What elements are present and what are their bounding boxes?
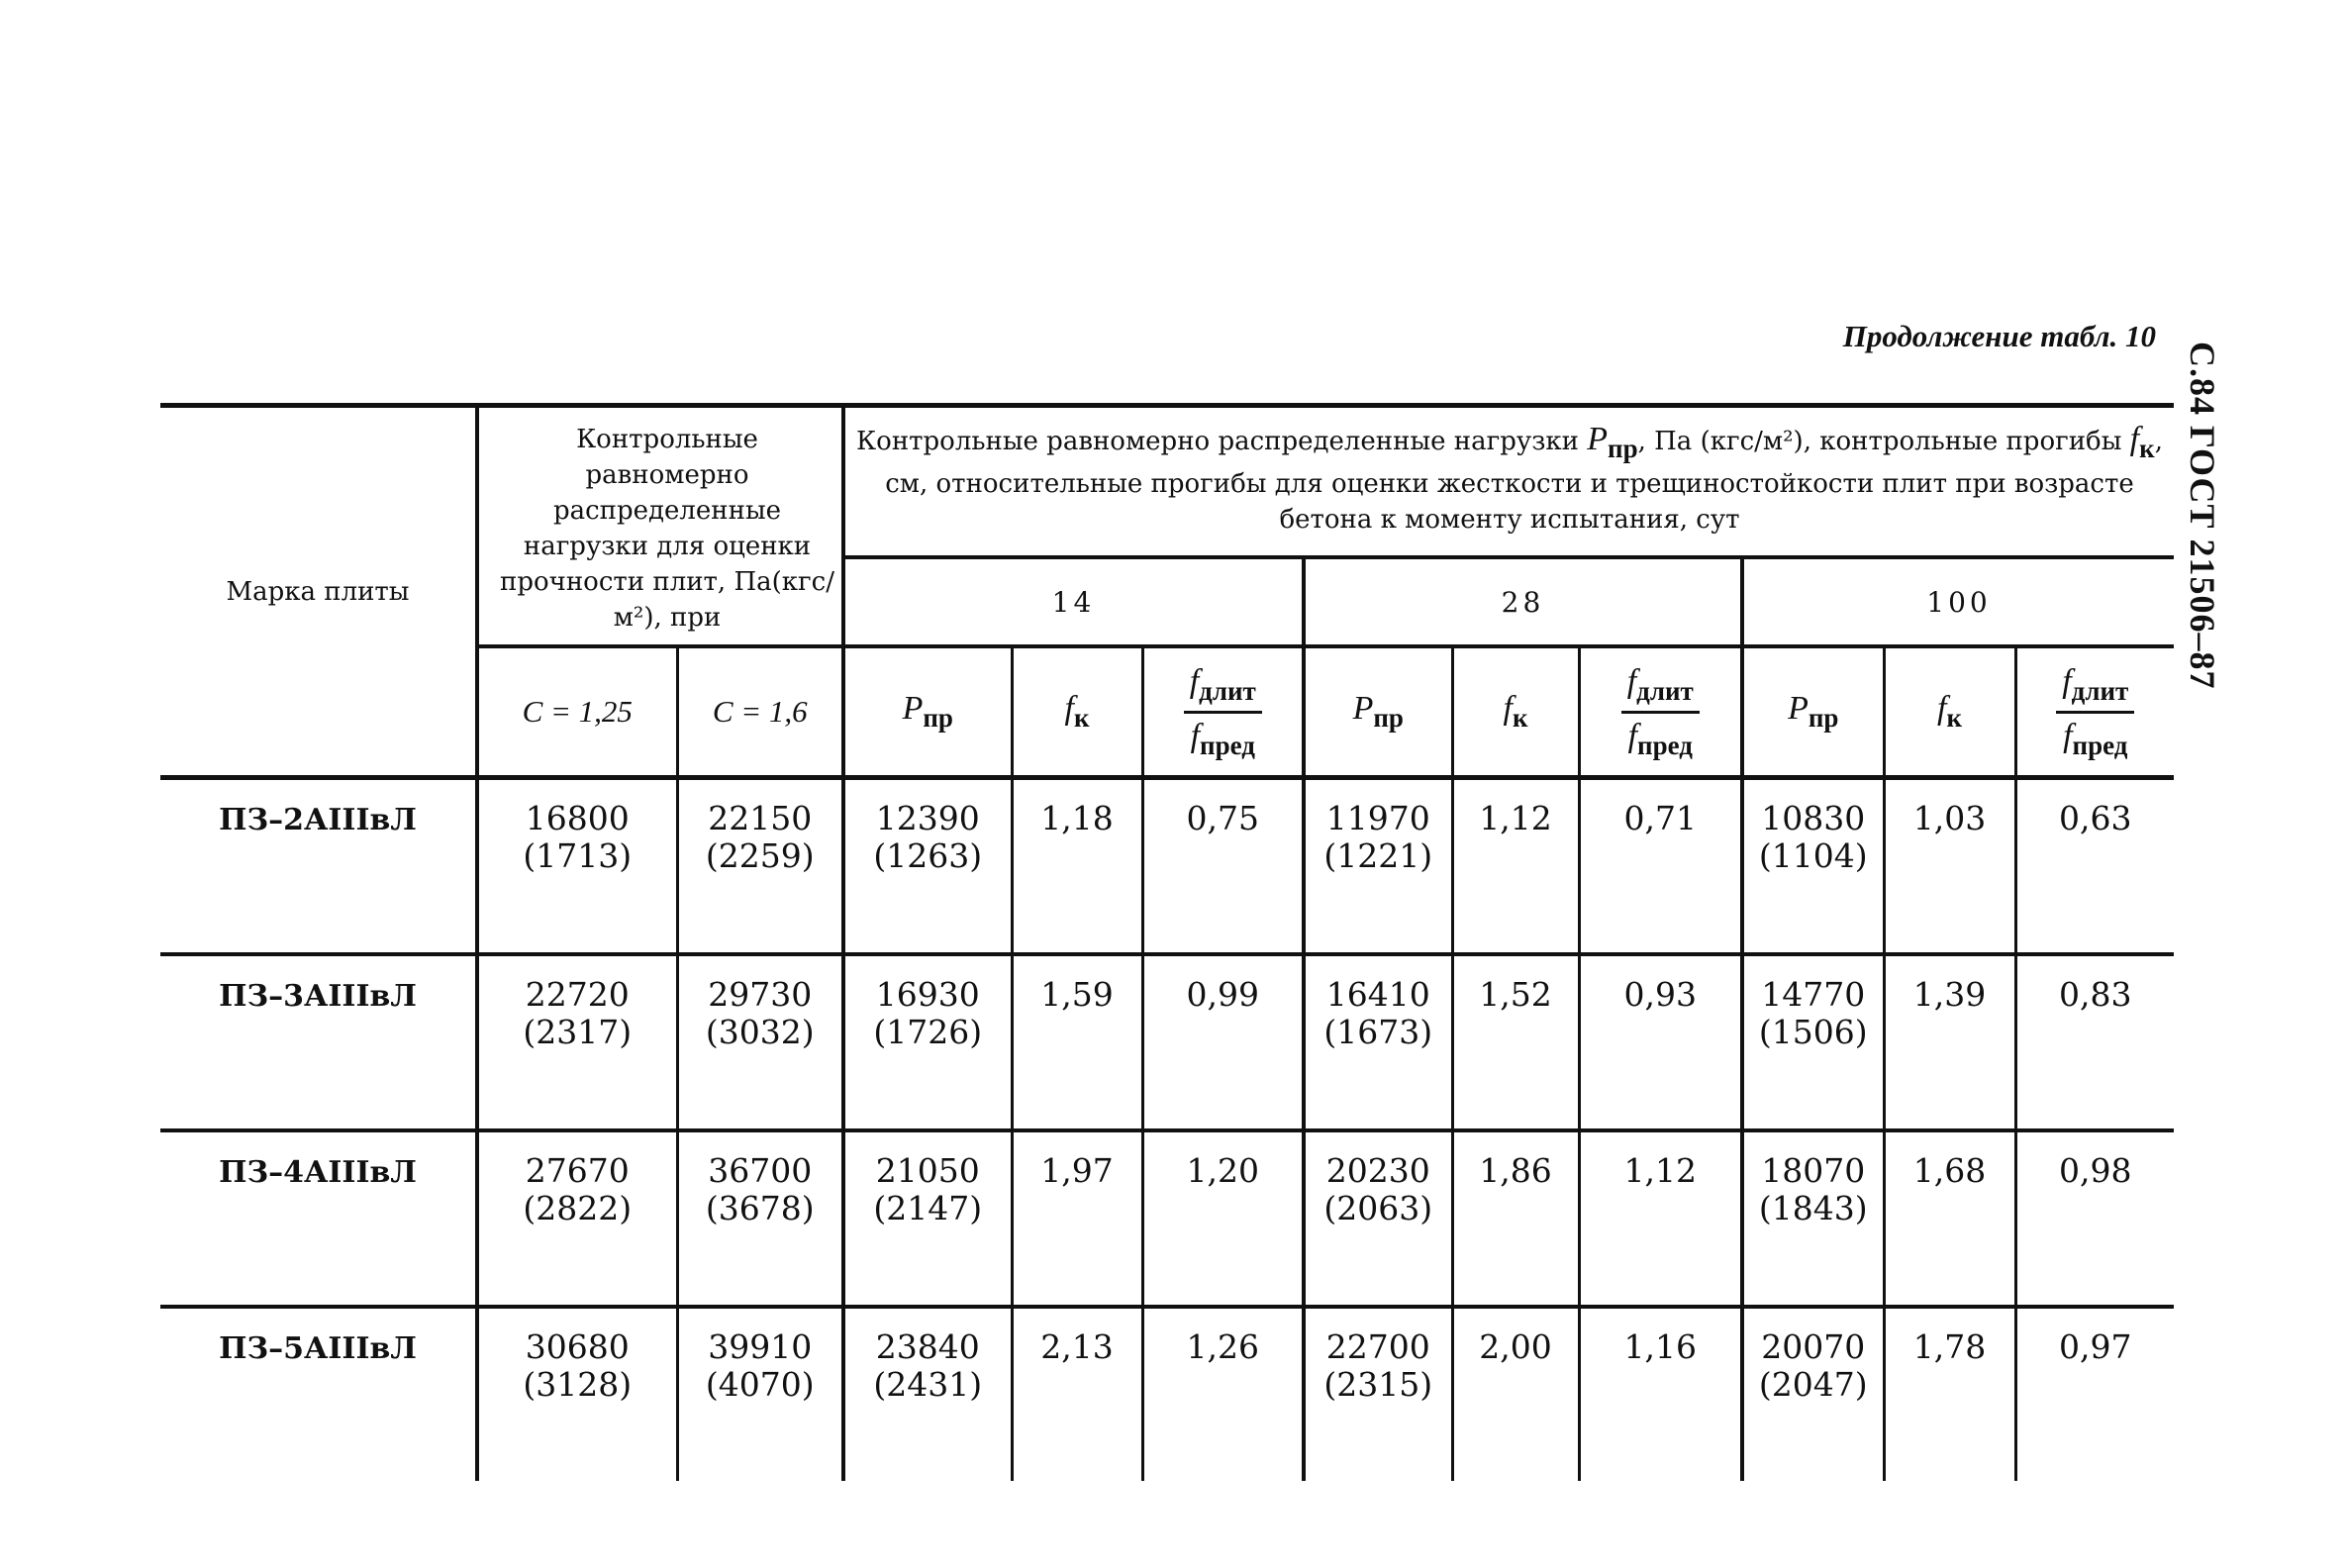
- row-r100: 0,83: [2015, 954, 2174, 1130]
- table-row: [160, 1307, 2174, 1481]
- row-f28: 2,00: [1452, 1307, 1579, 1481]
- row-p14: 23840 (2431): [843, 1307, 1012, 1481]
- header-f-28: $f_к$: [1452, 646, 1579, 778]
- row-f28: 1,12: [1452, 778, 1579, 955]
- table-row: [160, 1130, 2174, 1307]
- row-r28: 0,93: [1579, 954, 1742, 1130]
- table-row: [160, 778, 2174, 955]
- page-running-header: С.84 ГОСТ 21506–87: [2183, 342, 2222, 690]
- row-f100: 1,68: [1884, 1130, 2015, 1307]
- header-control-text-2: , Па (кгс/м²), контрольные прогибы: [1637, 427, 2122, 456]
- row-f28: 1,86: [1452, 1130, 1579, 1307]
- row-f14: 1,18: [1012, 778, 1142, 955]
- header-age-28: 28: [1304, 557, 1742, 646]
- row-p28: 11970 (1221): [1304, 778, 1452, 955]
- row-p100: 20070 (2047): [1742, 1307, 1884, 1481]
- row-p14: 21050 (2147): [843, 1130, 1012, 1307]
- header-f-symbol: $f_к$: [2129, 421, 2155, 463]
- row-p100: 10830 (1104): [1742, 778, 1884, 955]
- header-c-125: C = 1,25: [477, 646, 677, 778]
- row-f100: 1,39: [1884, 954, 2015, 1130]
- row-r14: 0,75: [1142, 778, 1304, 955]
- row-brand: ПЗ–5АIIIвЛ: [160, 1307, 477, 1481]
- header-c-16: C = 1,6: [677, 646, 843, 778]
- row-p100: 14770 (1506): [1742, 954, 1884, 1130]
- row-p28: 20230 (2063): [1304, 1130, 1452, 1307]
- header-control-loads: [843, 408, 2174, 557]
- header-p-symbol: $P_{пр}$: [1587, 421, 1638, 463]
- row-c16: 36700 (3678): [677, 1130, 843, 1307]
- row-brand: ПЗ–4АIIIвЛ: [160, 1130, 477, 1307]
- header-control-text-1: Контрольные равномерно распределенные нагрузки: [856, 427, 1579, 456]
- row-r28: 1,12: [1579, 1130, 1742, 1307]
- row-f14: 2,13: [1012, 1307, 1142, 1481]
- load-test-table: [160, 403, 2174, 1481]
- table-continuation-caption: Продолжение табл. 10: [1842, 319, 2156, 353]
- row-c16: 29730 (3032): [677, 954, 843, 1130]
- table-row: [160, 954, 2174, 1130]
- row-brand: ПЗ–3АIIIвЛ: [160, 954, 477, 1130]
- row-r100: 0,97: [2015, 1307, 2174, 1481]
- row-c16: 22150 (2259): [677, 778, 843, 955]
- header-p-28: $P_{пр}$: [1304, 646, 1452, 778]
- row-c16: 39910 (4070): [677, 1307, 843, 1481]
- header-control-text-3: , см, относительные прогибы для оценки жесткости и трещиностойкости плит при возрасте бетона к моменту испытания, сут: [885, 427, 2163, 535]
- header-strength-loads: Контрольные равномерно распределенные нагрузки для оценки прочности плит, Па(кгс/м²), при: [477, 408, 843, 646]
- row-f28: 1,52: [1452, 954, 1579, 1130]
- header-f-100: $f_к$: [1884, 646, 2015, 778]
- row-c125: 30680 (3128): [477, 1307, 677, 1481]
- row-p28: 22700 (2315): [1304, 1307, 1452, 1481]
- header-age-14: 14: [843, 557, 1304, 646]
- row-r28: 0,71: [1579, 778, 1742, 955]
- row-f14: 1,59: [1012, 954, 1142, 1130]
- header-ratio-28: $\frac{f_{длит}}{f_{пред}}$: [1579, 646, 1742, 778]
- row-p100: 18070 (1843): [1742, 1130, 1884, 1307]
- header-p-100: $P_{пр}$: [1742, 646, 1884, 778]
- row-f14: 1,97: [1012, 1130, 1142, 1307]
- row-brand: ПЗ–2АIIIвЛ: [160, 778, 477, 955]
- header-ratio-14: $\frac{f_{длит}}{f_{пред}}$: [1142, 646, 1304, 778]
- row-p14: 16930 (1726): [843, 954, 1012, 1130]
- row-c125: 16800 (1713): [477, 778, 677, 955]
- row-p14: 12390 (1263): [843, 778, 1012, 955]
- row-f100: 1,78: [1884, 1307, 2015, 1481]
- row-p28: 16410 (1673): [1304, 954, 1452, 1130]
- header-brand: Марка плиты: [160, 408, 477, 778]
- row-c125: 27670 (2822): [477, 1130, 677, 1307]
- header-ratio-100: $\frac{f_{длит}}{f_{пред}}$: [2015, 646, 2174, 778]
- header-p-14: $P_{пр}$: [843, 646, 1012, 778]
- row-r100: 0,98: [2015, 1130, 2174, 1307]
- row-c125: 22720 (2317): [477, 954, 677, 1130]
- row-r28: 1,16: [1579, 1307, 1742, 1481]
- header-age-100: 100: [1742, 557, 2174, 646]
- row-f100: 1,03: [1884, 778, 2015, 955]
- row-r14: 0,99: [1142, 954, 1304, 1130]
- header-f-14: $f_к$: [1012, 646, 1142, 778]
- row-r14: 1,26: [1142, 1307, 1304, 1481]
- row-r14: 1,20: [1142, 1130, 1304, 1307]
- row-r100: 0,63: [2015, 778, 2174, 955]
